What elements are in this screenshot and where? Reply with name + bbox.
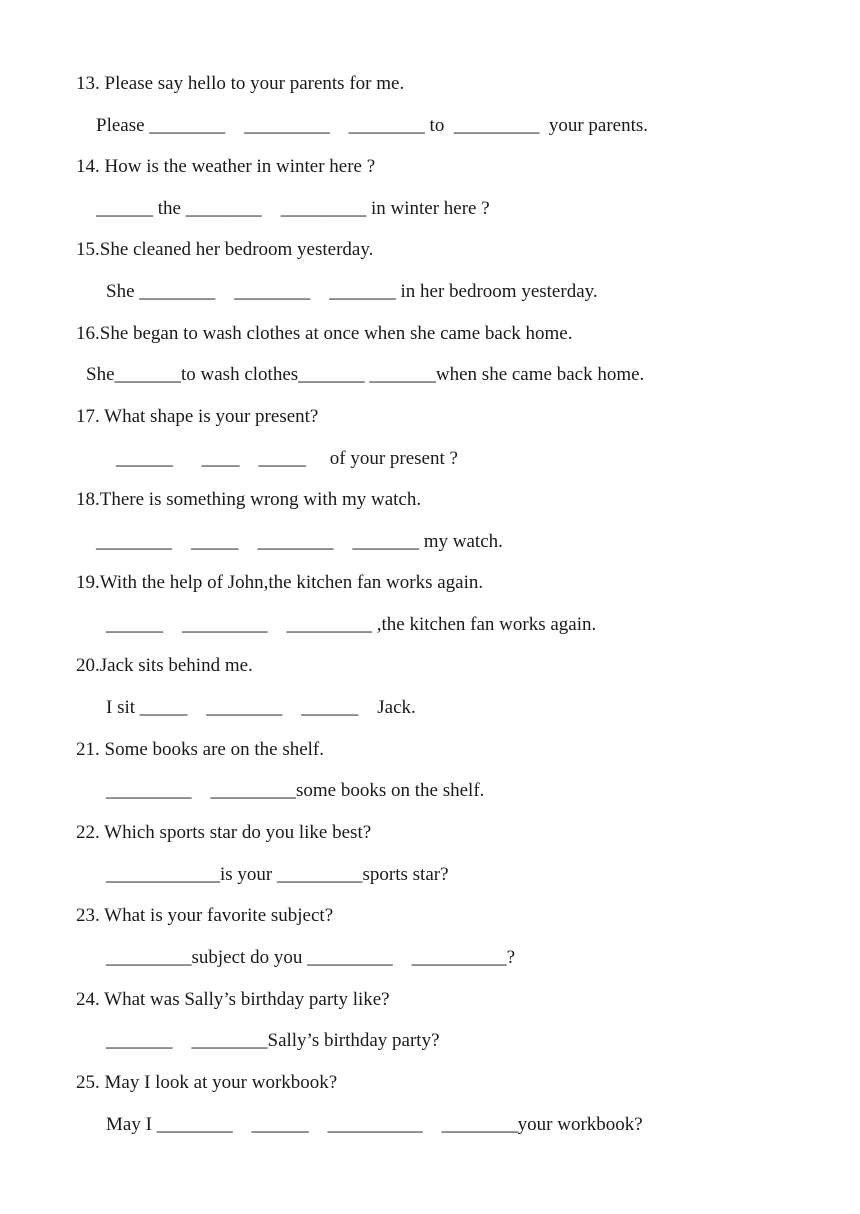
answer-21: _________ _________some books on the shelf. (106, 780, 485, 801)
question-22: 22. Which sports star do you like best? (76, 822, 372, 843)
answer-20: I sit _____ ________ ______ Jack. (106, 697, 416, 718)
question-14: 14. How is the weather in winter here ? (76, 156, 376, 177)
question-19: 19.With the help of John,the kitchen fan works again. (76, 572, 484, 593)
answer-16: She_______to wash clothes_______ _______when she came back home. (86, 364, 645, 385)
answer-22: ____________is your _________sports star? (106, 864, 449, 885)
answer-19: ______ _________ _________ ,the kitchen fan works again. (106, 614, 597, 635)
question-25: 25. May I look at your workbook? (76, 1072, 338, 1093)
answer-17: ______ ____ _____ of your present ? (116, 448, 458, 469)
answer-24: _______ ________Sally’s birthday party? (106, 1030, 440, 1051)
question-16: 16.She began to wash clothes at once when she came back home. (76, 323, 573, 344)
question-13: 13. Please say hello to your parents for me. (76, 73, 405, 94)
question-23: 23. What is your favorite subject? (76, 905, 334, 926)
question-15: 15.She cleaned her bedroom yesterday. (76, 239, 374, 260)
answer-15: She ________ ________ _______ in her bedroom yesterday. (106, 281, 598, 302)
answer-18: ________ _____ ________ _______ my watch. (96, 531, 503, 552)
question-20: 20.Jack sits behind me. (76, 655, 253, 676)
question-17: 17. What shape is your present? (76, 406, 319, 427)
answer-14: ______ the ________ _________ in winter here ? (96, 198, 490, 219)
answer-25: May I ________ ______ __________ ________your workbook? (106, 1114, 643, 1135)
question-21: 21. Some books are on the shelf. (76, 739, 325, 760)
question-24: 24. What was Sally’s birthday party like? (76, 989, 390, 1010)
answer-23: _________subject do you _________ __________? (106, 947, 516, 968)
question-18: 18.There is something wrong with my watch. (76, 489, 422, 510)
answer-13: Please ________ _________ ________ to _________ your parents. (96, 115, 649, 136)
